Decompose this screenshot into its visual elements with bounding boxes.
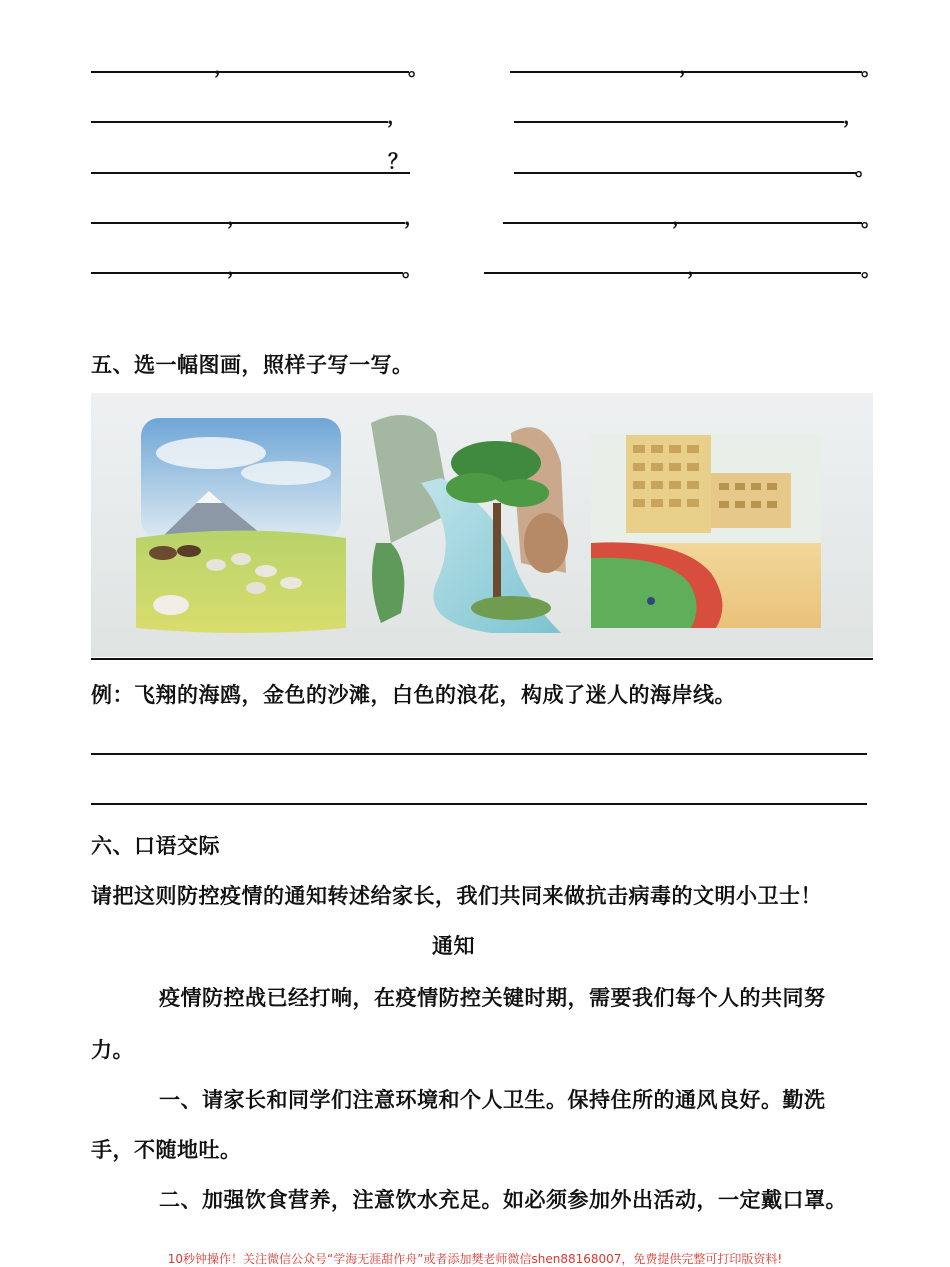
footer-promo: 10秒钟操作！关注微信公众号“学海无涯甜作舟”或者添加樊老师微信shen88168007，免费提供完整可打印版资料! [167, 1252, 783, 1266]
notice-title: 通知 [432, 934, 475, 958]
section-5-heading: 五、选一幅图画，照样子写一写。 [91, 353, 414, 377]
school-picture [591, 433, 821, 628]
period: 。 [402, 257, 422, 281]
blank-line[interactable] [91, 172, 410, 174]
notice-paragraph-1-line-1: 疫情防控战已经打响，在疫情防控关键时期，需要我们每个人的共同努 [159, 986, 826, 1010]
period: 。 [861, 207, 881, 231]
notice-paragraph-2-line-2: 手，不随地吐。 [91, 1138, 242, 1162]
section-6-heading: 六、口语交际 [91, 834, 220, 858]
period: 。 [855, 156, 875, 180]
comma: ， [687, 255, 707, 279]
answer-line[interactable] [91, 753, 867, 755]
comma: ， [387, 104, 407, 128]
blank-line[interactable] [514, 172, 856, 174]
question-mark: ？ [388, 149, 408, 173]
blank-line[interactable] [91, 71, 409, 73]
comma: ， [214, 54, 234, 78]
blank-line[interactable] [91, 121, 388, 123]
stream-picture [371, 415, 568, 633]
blank-line[interactable] [514, 121, 844, 123]
instruction: 请把这则防控疫情的通知转述给家长，我们共同来做抗击病毒的文明小卫士！ [91, 884, 822, 908]
divider [91, 658, 873, 660]
grassland-picture [136, 418, 346, 633]
picture-strip [91, 393, 873, 657]
notice-paragraph-1-line-2: 力。 [91, 1038, 134, 1062]
blank-line[interactable] [91, 222, 405, 224]
answer-line[interactable] [91, 803, 867, 805]
example-sentence: 例：飞翔的海鸥，金色的沙滩，白色的浪花，构成了迷人的海岸线。 [91, 683, 736, 707]
comma: ， [227, 205, 247, 229]
comma: ， [227, 255, 247, 279]
blank-line[interactable] [91, 272, 403, 274]
notice-paragraph-3-line-1: 二、加强饮食营养，注意饮水充足。如必须参加外出活动，一定戴口罩。 [159, 1188, 847, 1212]
comma: ， [672, 205, 692, 229]
blank-line[interactable] [484, 272, 861, 274]
period: 。 [861, 257, 881, 281]
period: 。 [861, 56, 881, 80]
notice-paragraph-2-line-1: 一、请家长和同学们注意环境和个人卫生。保持住所的通风良好。勤洗 [159, 1088, 826, 1112]
period: 。 [408, 56, 428, 80]
comma: ， [679, 54, 699, 78]
comma: ， [843, 104, 863, 128]
comma: ， [404, 205, 424, 229]
